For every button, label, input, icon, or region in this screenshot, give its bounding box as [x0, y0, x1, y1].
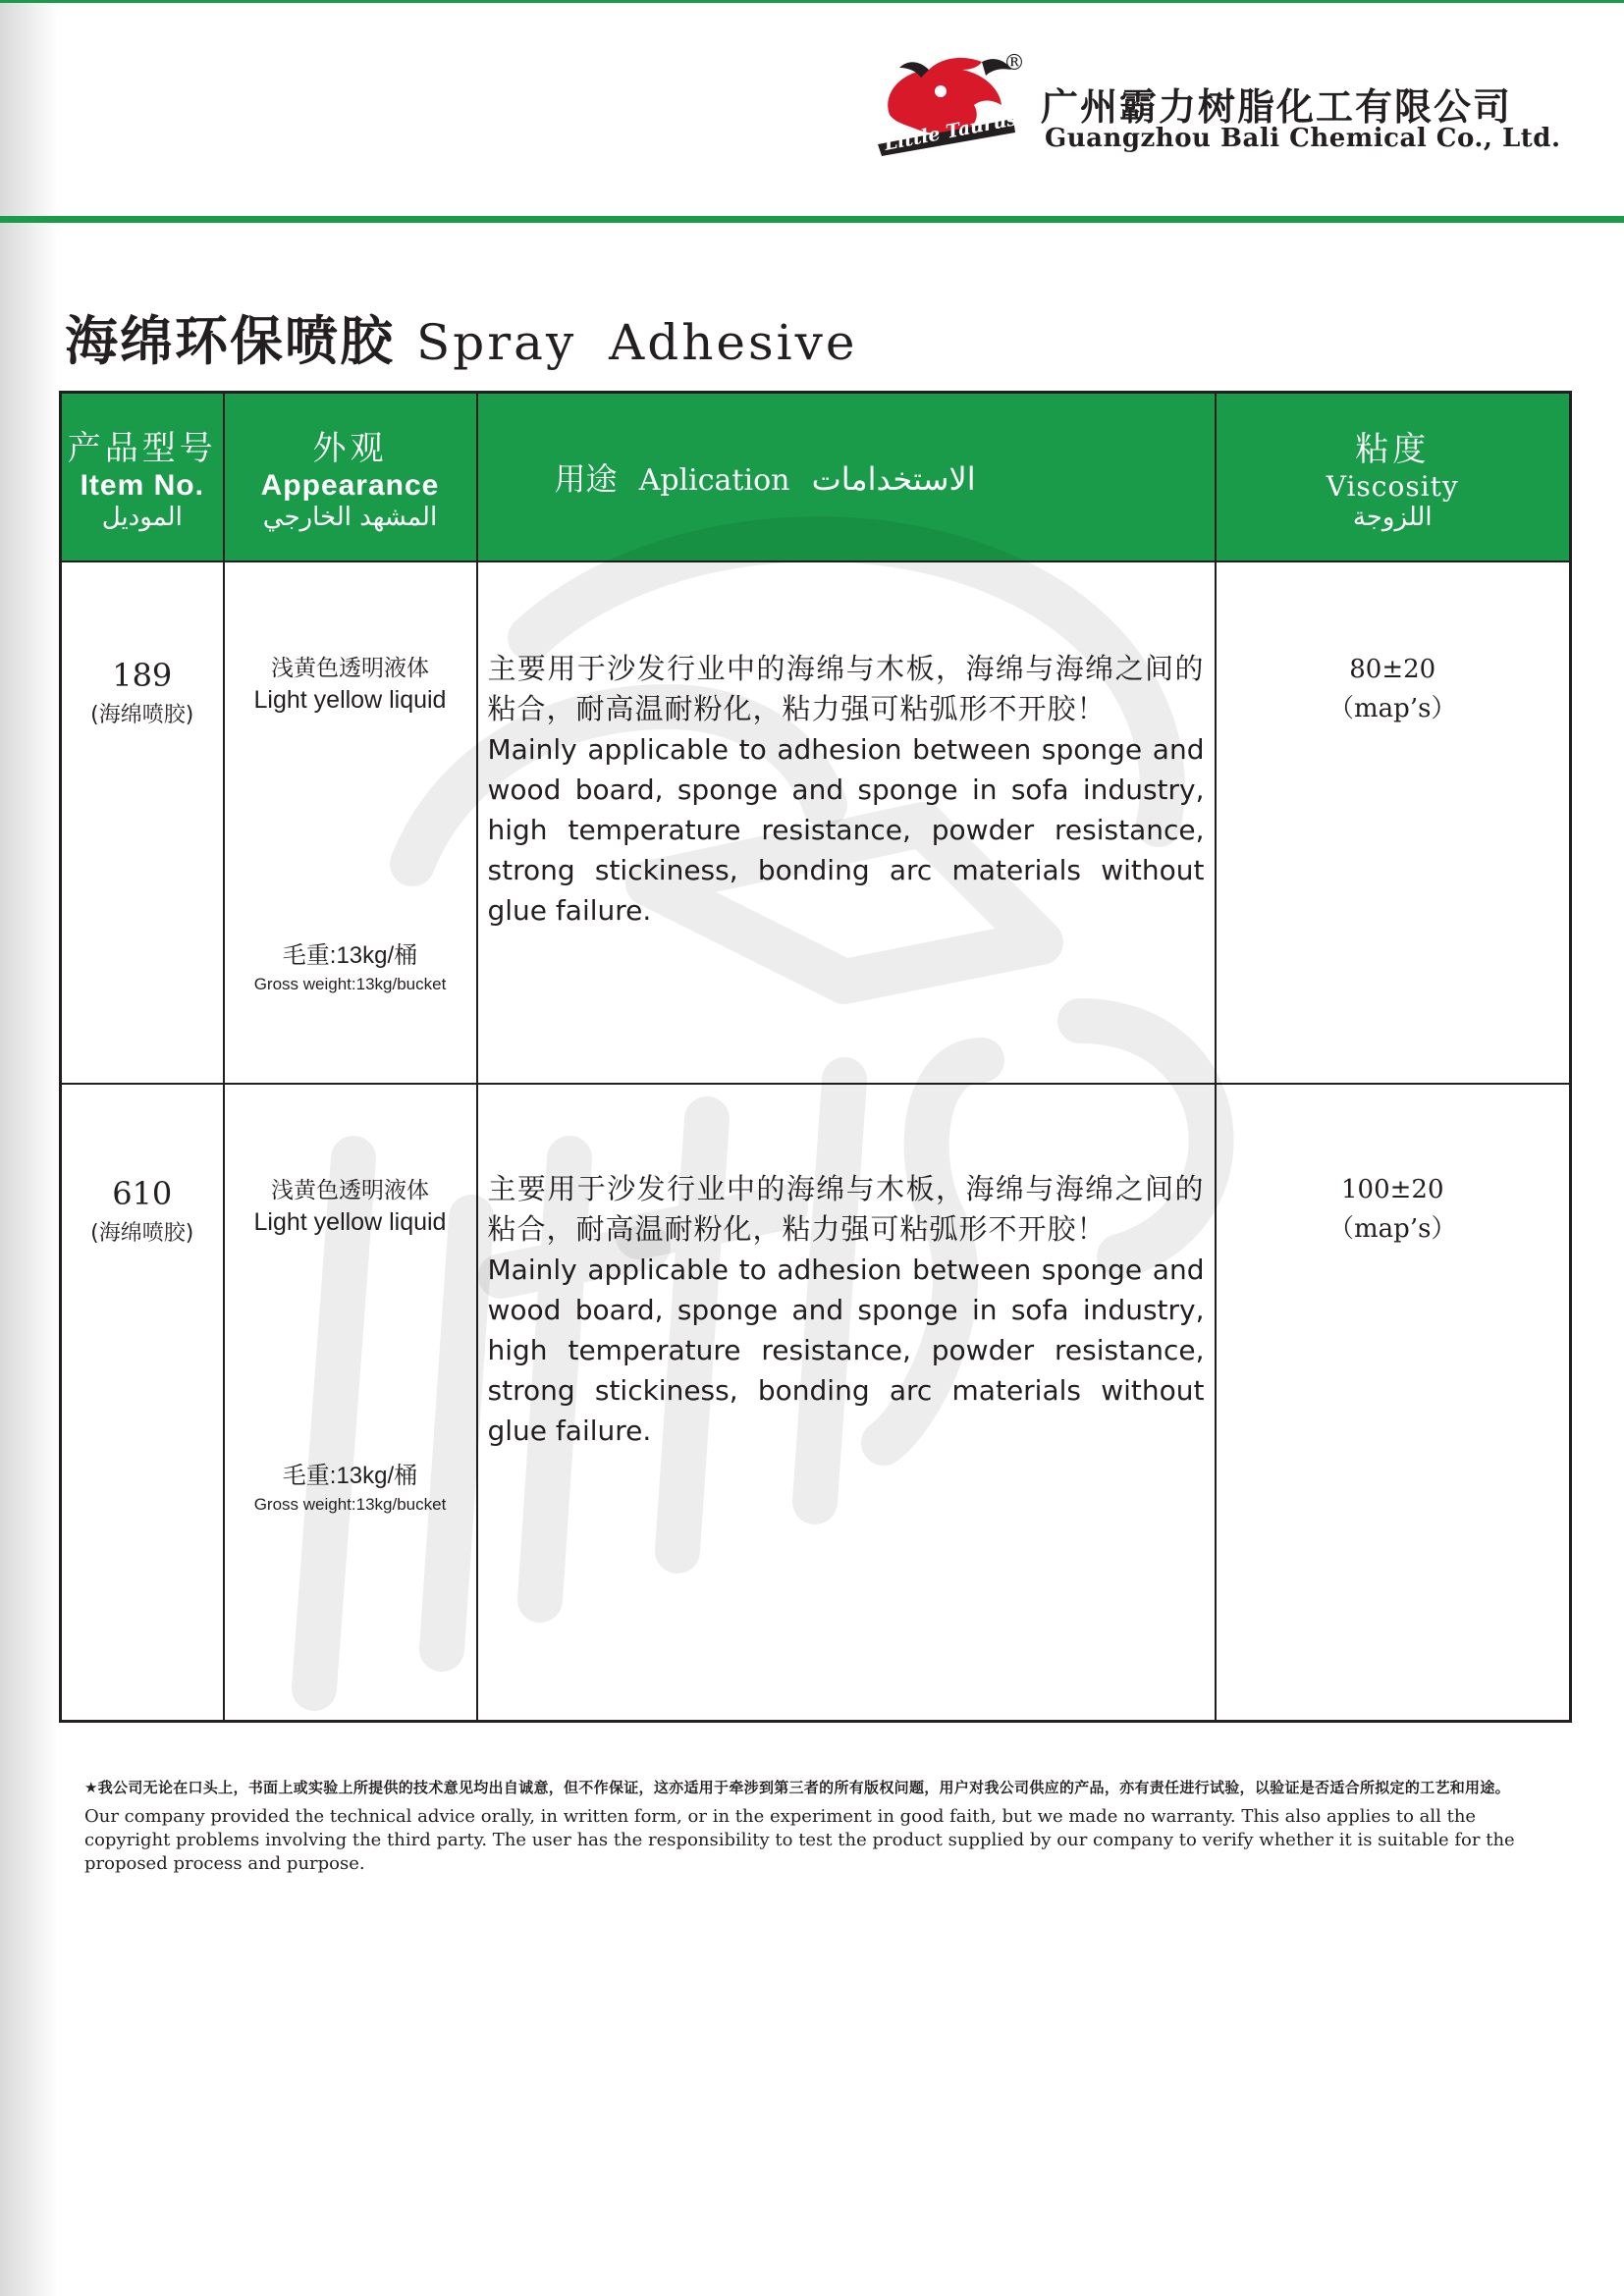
appearance-en: Light yellow liquid [253, 685, 447, 714]
usage-en: Mainly applicable to adhesion between sponge and wood board, sponge and sponge in sofa industry, high temperature resistance, powder resistance, strong stickiness, bonding arc materials without glue failure. [487, 1253, 1205, 1447]
item-cell [61, 561, 224, 1084]
usage-cn: 主要用于沙发行业中的海绵与木板，海绵与海绵之间的粘合，耐高温耐粉化，粘力强可粘弧形不开胶！ [487, 1171, 1205, 1246]
appearance-cell [224, 561, 477, 1084]
header-viscosity-ar: اللزوجة [1352, 502, 1433, 532]
header-application-ar: الاستخدامات [811, 459, 976, 498]
appearance-cn: 浅黄色透明液体 [271, 1177, 429, 1203]
usage-cell [477, 1084, 1216, 1722]
viscosity-value: 100±20 [1341, 1174, 1444, 1204]
company-name-english: Guangzhou Bali Chemical Co., Ltd. [1045, 124, 1561, 153]
header-appearance [224, 393, 477, 561]
header-application-cn: 用途 [554, 459, 618, 498]
page-title-english: Spray Adhesive [416, 314, 858, 371]
little-taurus-logo [872, 54, 1019, 157]
usage-en: Mainly applicable to adhesion between sponge and wood board, sponge and sponge in sofa industry, high temperature resistance, powder resistance, strong stickiness, bonding arc materials without glue failure. [487, 732, 1205, 927]
table-header-row [61, 393, 1571, 561]
header-item-cn: 产品型号 [67, 429, 217, 469]
gross-weight-cn: 毛重:13kg/桶 [282, 1462, 418, 1489]
table-row [61, 1084, 1571, 1722]
product-spec-table [59, 391, 1572, 1723]
viscosity-cell [1216, 561, 1571, 1084]
item-number: 189 [112, 656, 173, 694]
header-divider [0, 216, 1624, 223]
header-appearance-ar: المشهد الخارجي [262, 503, 438, 533]
usage-cell [477, 561, 1216, 1084]
top-border-line [0, 0, 1624, 3]
header-application-en: Aplication [638, 462, 790, 498]
disclaimer-en: Our company provided the technical advice orally, in written form, or in the experiment in good faith, but we made no warranty. This also applies to all the copyright problems involving the third party. The user has the responsibility to test the product supplied by our company to verify whether it is suitable for the proposed process and purpose. [84, 1806, 1515, 1874]
registered-mark: ® [1003, 51, 1025, 76]
disclaimer-cn: ★我公司无论在口头上，书面上或实验上所提供的技术意见均出自诚意，但不作保证，这亦适用于牵涉到第三者的所有版权问题，用户对我公司供应的产品，亦有责任进行试验，以验证是否适合所拟定的工艺和用途。 [84, 1779, 1510, 1796]
header-application [477, 393, 1216, 561]
header-item-no [61, 393, 224, 561]
usage-cn: 主要用于沙发行业中的海绵与木板，海绵与海绵之间的粘合，耐高温耐粉化，粘力强可粘弧形不开胶！ [487, 651, 1205, 725]
viscosity-unit: （map’s） [1328, 1213, 1457, 1244]
appearance-en: Light yellow liquid [253, 1207, 447, 1236]
gross-weight-en: Gross weight:13kg/bucket [253, 974, 447, 993]
header-appearance-en: Appearance [260, 469, 440, 503]
viscosity-cell [1216, 1084, 1571, 1722]
viscosity-unit: （map’s） [1328, 693, 1457, 723]
logo-wordmark: Little Taurus [882, 108, 1019, 155]
header-viscosity [1216, 393, 1571, 561]
header-item-en: Item No. [80, 469, 204, 503]
gross-weight-cn: 毛重:13kg/桶 [282, 941, 418, 969]
item-number: 610 [112, 1174, 173, 1212]
item-name: (海绵喷胶) [90, 1220, 194, 1246]
gross-weight-en: Gross weight:13kg/bucket [253, 1494, 447, 1514]
header-viscosity-cn: 粘度 [1355, 429, 1431, 469]
header-viscosity-en: Viscosity [1326, 469, 1459, 503]
appearance-cn: 浅黄色透明液体 [271, 655, 429, 681]
header-item-ar: الموديل [101, 503, 183, 533]
header-appearance-cn: 外观 [312, 429, 388, 469]
table-row [61, 561, 1571, 1084]
left-edge-shade [0, 0, 59, 2296]
appearance-cell [224, 1084, 477, 1722]
item-name: (海绵喷胶) [90, 702, 194, 727]
item-cell [61, 1084, 224, 1722]
page-title [65, 299, 858, 375]
bull-eye [935, 85, 947, 97]
company-name-chinese: 广州霸力树脂化工有限公司 [1041, 85, 1513, 129]
viscosity-value: 80±20 [1349, 654, 1436, 684]
page-title-chinese: 海绵环保喷胶 [65, 310, 395, 372]
disclaimer [84, 1777, 1557, 1876]
